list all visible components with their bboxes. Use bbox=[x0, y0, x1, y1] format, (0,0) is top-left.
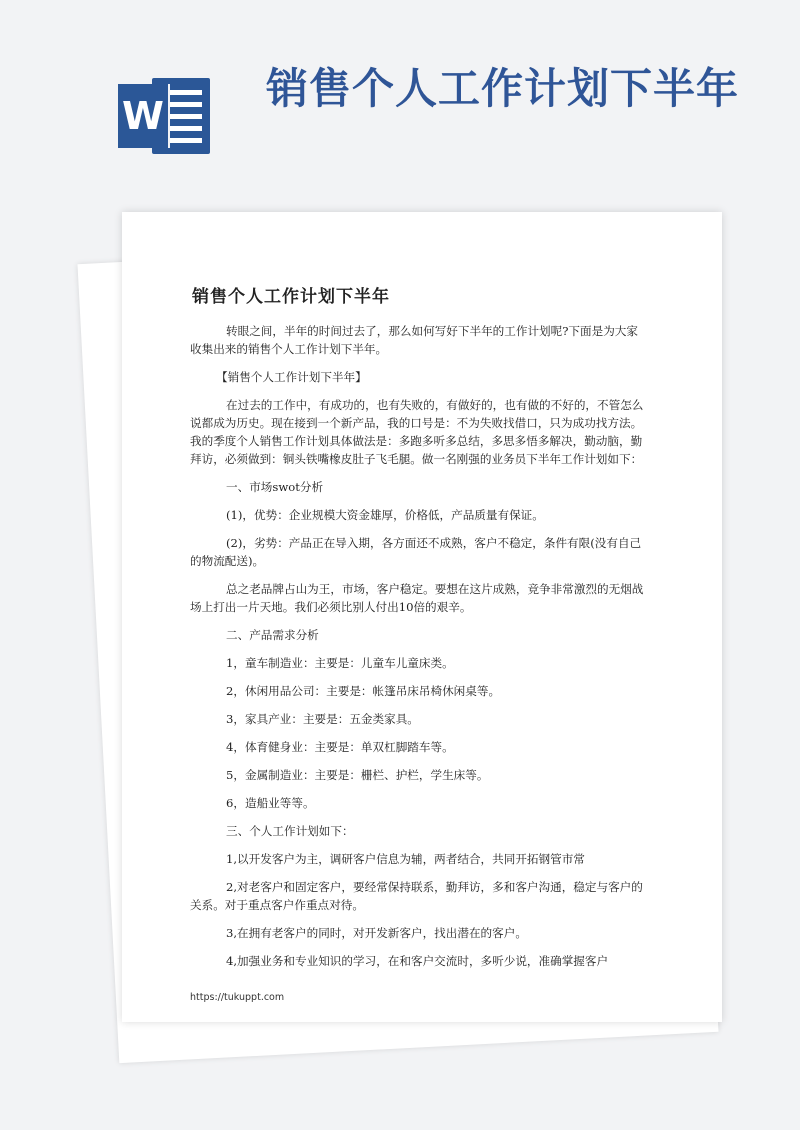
section-heading: 一、市场swot分析 bbox=[226, 480, 324, 494]
list-item: 6，造船业等等。 bbox=[226, 796, 315, 810]
logo-line bbox=[162, 138, 202, 143]
logo-line bbox=[162, 126, 202, 131]
document-page bbox=[122, 212, 722, 1022]
paragraph: 转眼之间，半年的时间过去了，那么如何写好下半年的工作计划呢?下面是为大家收集出来的销售个人工作计划下半年。 bbox=[190, 324, 638, 356]
list-item: 4,加强业务和专业知识的学习，在和客户交流时，多听少说，准确掌握客户 bbox=[226, 954, 609, 968]
logo-line bbox=[162, 90, 202, 95]
document-body bbox=[190, 322, 646, 980]
paragraph: 【销售个人工作计划下半年】 bbox=[216, 370, 367, 384]
logo-line bbox=[162, 114, 202, 119]
paragraph: (1)，优势：企业规模大资金雄厚，价格低，产品质量有保证。 bbox=[226, 508, 544, 522]
word-logo bbox=[118, 74, 218, 158]
list-item: 2，休闲用品公司：主要是：帐篷吊床吊椅休闲桌等。 bbox=[226, 684, 501, 698]
logo-line bbox=[162, 102, 202, 107]
section-heading: 三、个人工作计划如下： bbox=[226, 824, 354, 838]
paragraph: 在过去的工作中，有成功的，也有失败的，有做好的，也有做的不好的，不管怎么说都成为历史。现在接到一个新产品，我的口号是：不为失败找借口，只为成功找方法。我的季度个人销售工作计划具体做法是：多跑多听多总结，多思多悟多解决，勤动脑，勤拜访，必须做到：铜头铁嘴橡皮肚子飞毛腿。做一名刚强的业务员下半年工作计划如下： bbox=[190, 398, 644, 466]
footer-url[interactable]: https://tukuppt.com bbox=[190, 992, 285, 1003]
paragraph: (2)，劣势：产品正在导入期，各方面还不成熟，客户不稳定，条件有限(没有自己的物流配送)。 bbox=[190, 536, 642, 568]
list-item: 2,对老客户和固定客户，要经常保持联系，勤拜访，多和客户沟通，稳定与客户的关系。对于重点客户作重点对待。 bbox=[190, 880, 643, 912]
page-title: 销售个人工作计划下半年 bbox=[266, 64, 740, 113]
list-item: 3，家具产业：主要是：五金类家具。 bbox=[226, 712, 419, 726]
list-item: 1,以开发客户为主，调研客户信息为辅，两者结合，共同开拓钢管市常 bbox=[226, 852, 585, 866]
list-item: 4，体育健身业：主要是：单双杠脚踏车等。 bbox=[226, 740, 454, 754]
list-item: 1，童车制造业：主要是：儿童车儿童床类。 bbox=[226, 656, 454, 670]
word-w-icon: W bbox=[118, 84, 168, 148]
list-item: 5，金属制造业：主要是：栅栏、护栏，学生床等。 bbox=[226, 768, 489, 782]
section-heading: 二、产品需求分析 bbox=[226, 628, 319, 642]
paragraph: 总之老品牌占山为王，市场，客户稳定。要想在这片成熟，竞争非常激烈的无烟战场上打出一片天地。我们必须比别人付出10倍的艰辛。 bbox=[190, 582, 644, 614]
document-title: 销售个人工作计划下半年 bbox=[192, 287, 390, 307]
list-item: 3,在拥有老客户的同时，对开发新客户，找出潜在的客户。 bbox=[226, 926, 527, 940]
